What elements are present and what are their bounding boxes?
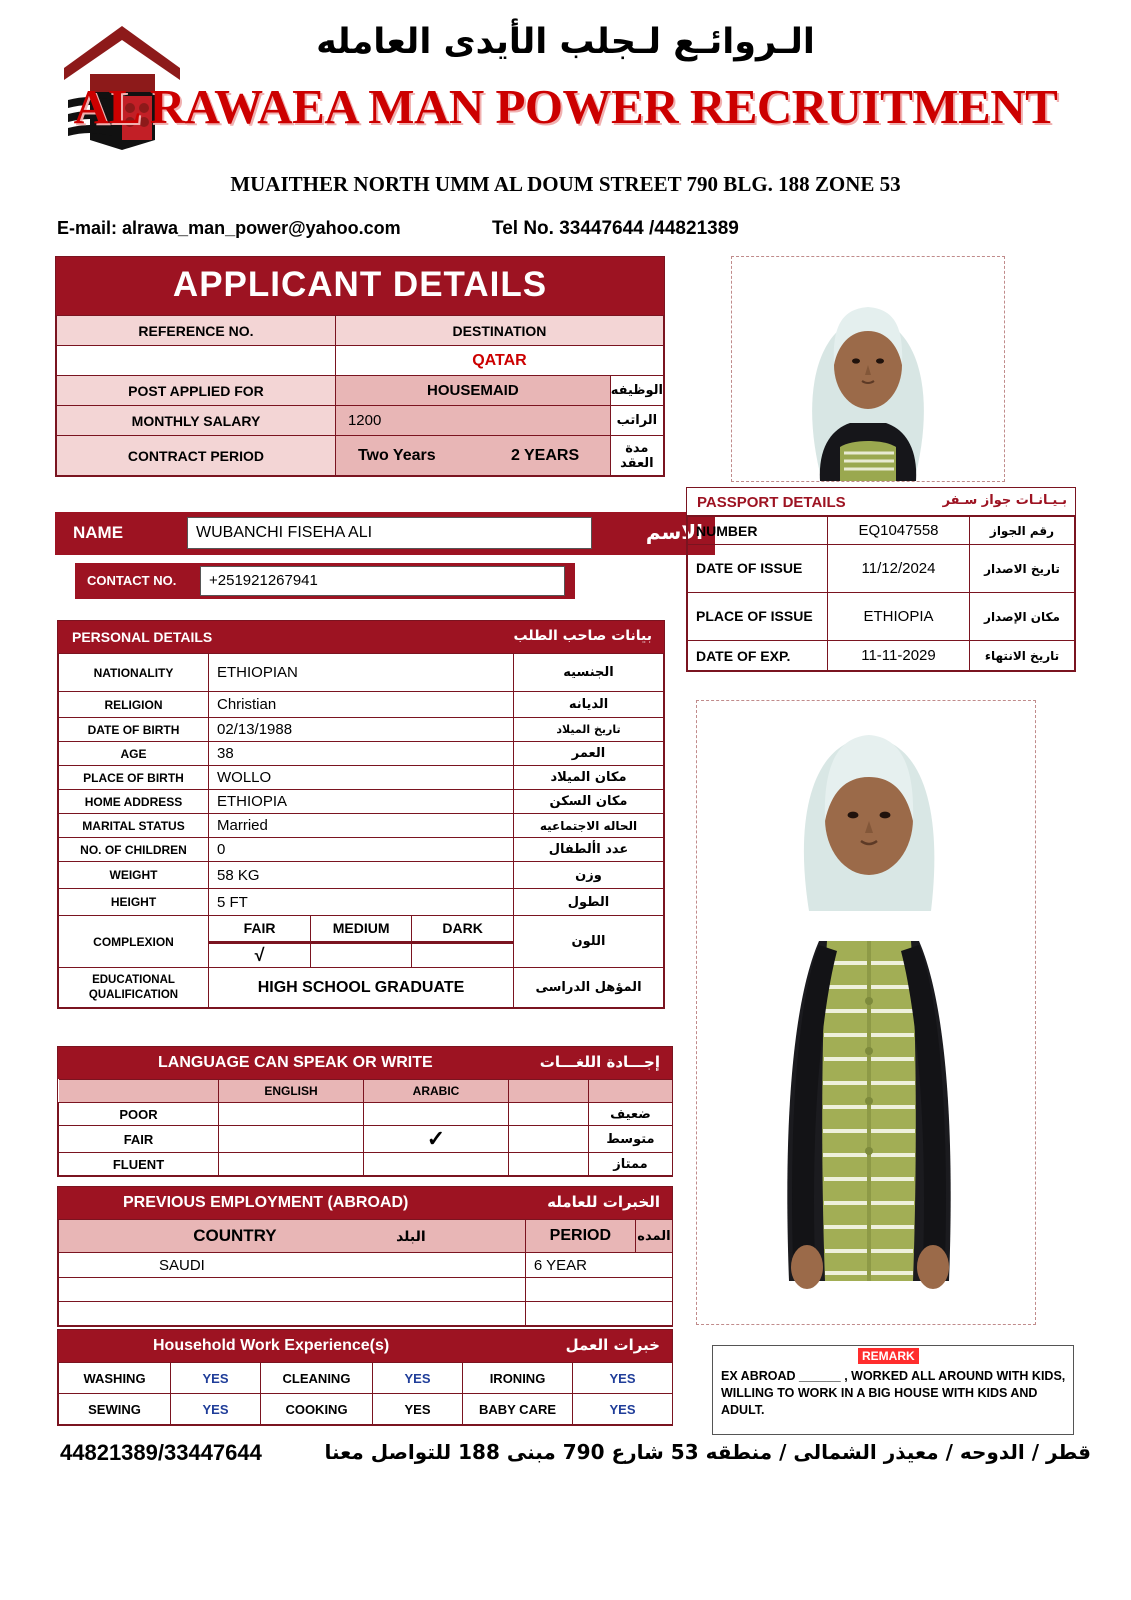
children-value[interactable]: 0 bbox=[209, 838, 514, 862]
contact-field-band bbox=[75, 563, 575, 599]
previous-employment-section bbox=[57, 1186, 673, 1327]
personal-details-title-ar: بيانات صاحب الطلب bbox=[513, 628, 652, 644]
weight-label-ar: وزن bbox=[514, 862, 664, 889]
children-label: NO. OF CHILDREN bbox=[59, 838, 209, 862]
name-label-ar: الاسم bbox=[645, 520, 703, 544]
height-label-ar: الطول bbox=[514, 889, 664, 916]
passport-expiry-value[interactable]: 11-11-2029 bbox=[828, 641, 970, 671]
language-level-fair-ar: متوسط bbox=[589, 1126, 673, 1153]
language-level-fluent: FLUENT bbox=[59, 1153, 219, 1176]
table-row bbox=[688, 593, 1075, 641]
table-row bbox=[59, 838, 664, 862]
table-row bbox=[59, 1363, 673, 1394]
marital-status-value[interactable]: Married bbox=[209, 814, 514, 838]
complexion-mark-fair[interactable]: √ bbox=[209, 943, 311, 967]
country-header: COUNTRY البلد bbox=[59, 1220, 526, 1253]
contract-period-value: Two Years bbox=[357, 447, 436, 464]
place-of-birth-label-ar: مكان الميلاد bbox=[514, 766, 664, 790]
destination-label: DESTINATION bbox=[335, 316, 663, 346]
employment-country-2[interactable] bbox=[59, 1278, 526, 1302]
table-row bbox=[59, 790, 664, 814]
table-row bbox=[688, 641, 1075, 671]
company-arabic-title: الـروائـع لـجلب الأيدى العامله bbox=[316, 22, 815, 62]
language-poor-arabic[interactable] bbox=[364, 1103, 509, 1126]
company-email: E-mail: alrawa_man_power@yahoo.com bbox=[57, 218, 401, 238]
footer-arabic-address: قطر / الدوحه / معيذر الشمالى / منطقه 53 شارع 790 مبنى 188 للتواصل معنا bbox=[324, 1440, 1091, 1464]
reference-no-label: REFERENCE NO. bbox=[57, 316, 336, 346]
table-row bbox=[57, 346, 664, 376]
language-fair-english[interactable] bbox=[219, 1126, 364, 1153]
company-address: MUAITHER NORTH UMM AL DOUM STREET 790 BLG. 188 ZONE 53 bbox=[230, 172, 901, 196]
contact-label: CONTACT NO. bbox=[87, 573, 177, 588]
previous-employment-header bbox=[58, 1187, 672, 1219]
passport-issue-date-value[interactable]: 11/12/2024 bbox=[828, 545, 970, 593]
age-label: AGE bbox=[59, 742, 209, 766]
language-column-arabic: ARABIC bbox=[364, 1080, 509, 1103]
education-value[interactable]: HIGH SCHOOL GRADUATE bbox=[209, 968, 514, 1008]
weight-label: WEIGHT bbox=[59, 862, 209, 889]
passport-number-label: NUMBER bbox=[688, 517, 828, 545]
contract-period-value-cell[interactable] bbox=[335, 436, 610, 476]
full-body-photo-image bbox=[697, 701, 1035, 1324]
place-of-birth-label: PLACE OF BIRTH bbox=[59, 766, 209, 790]
home-address-label-ar: مكان السكن bbox=[514, 790, 664, 814]
passport-number-value[interactable]: EQ1047558 bbox=[828, 517, 970, 545]
language-level-fair: FAIR bbox=[59, 1126, 219, 1153]
language-poor-extra bbox=[509, 1103, 589, 1126]
complexion-label-ar: اللون bbox=[514, 916, 664, 968]
religion-value[interactable]: Christian bbox=[209, 692, 514, 718]
passport-details-title: PASSPORT DETAILS bbox=[697, 494, 846, 511]
language-table bbox=[58, 1079, 672, 1176]
language-level-fluent-ar: ممتاز bbox=[589, 1153, 673, 1176]
table-row bbox=[57, 436, 664, 476]
table-row bbox=[59, 889, 664, 916]
household-work-title: Household Work Experience(s) bbox=[153, 1337, 390, 1354]
applicant-details-table bbox=[56, 315, 664, 476]
personal-details-header bbox=[58, 621, 664, 653]
applicant-passport-photo bbox=[731, 256, 1005, 482]
employment-period-3[interactable] bbox=[525, 1302, 672, 1326]
washing-label: WASHING bbox=[59, 1363, 171, 1394]
post-applied-value[interactable]: HOUSEMAID bbox=[335, 376, 610, 406]
date-of-birth-label-ar: تاريخ الميلاد bbox=[514, 718, 664, 742]
passport-issue-place-label-ar: مكان الإصدار bbox=[970, 593, 1075, 641]
ironing-value[interactable]: YES bbox=[573, 1363, 673, 1394]
table-row bbox=[59, 1220, 673, 1253]
home-address-value[interactable]: ETHIOPIA bbox=[209, 790, 514, 814]
height-value[interactable]: 5 FT bbox=[209, 889, 514, 916]
language-section bbox=[57, 1046, 673, 1177]
table-row bbox=[59, 1153, 673, 1176]
education-label: EDUCATIONAL QUALIFICATION bbox=[59, 968, 209, 1008]
monthly-salary-value[interactable]: 1200 bbox=[335, 406, 610, 436]
religion-label-ar: الديانه bbox=[514, 692, 664, 718]
language-fair-arabic[interactable]: ✓ bbox=[364, 1126, 509, 1153]
employment-period-1[interactable]: 6 YEAR bbox=[525, 1253, 672, 1278]
personal-details-title: PERSONAL DETAILS bbox=[72, 629, 213, 645]
passport-issue-place-value[interactable]: ETHIOPIA bbox=[828, 593, 970, 641]
previous-employment-table bbox=[58, 1219, 672, 1326]
household-work-title-ar: خبرات العمل bbox=[565, 1336, 660, 1354]
table-row bbox=[59, 692, 664, 718]
home-address-label: HOME ADDRESS bbox=[59, 790, 209, 814]
employment-country-3[interactable] bbox=[59, 1302, 526, 1326]
table-row bbox=[59, 862, 664, 889]
table-row bbox=[59, 1103, 673, 1126]
religion-label: RELIGION bbox=[59, 692, 209, 718]
table-row bbox=[59, 1278, 673, 1302]
employment-country-1[interactable]: SAUDI bbox=[59, 1253, 526, 1278]
nationality-label-ar: الجنسيه bbox=[514, 654, 664, 692]
table-row bbox=[59, 814, 664, 838]
remark-text: EX ABROAD ______ , WORKED ALL AROUND WITH KIDS, WILLING TO WORK IN A BIG HOUSE WITH KIDS AND ADULT. bbox=[721, 1369, 1066, 1417]
passport-details-header bbox=[687, 488, 1075, 516]
cleaning-value[interactable]: YES bbox=[373, 1363, 463, 1394]
date-of-birth-label: DATE OF BIRTH bbox=[59, 718, 209, 742]
previous-employment-title-ar: الخبرات للعامله bbox=[547, 1193, 660, 1211]
age-label-ar: العمر bbox=[514, 742, 664, 766]
name-field-band bbox=[55, 512, 715, 555]
table-row bbox=[57, 406, 664, 436]
passport-number-label-ar: رقم الجواز bbox=[970, 517, 1075, 545]
table-row bbox=[59, 916, 664, 943]
ironing-label: IRONING bbox=[463, 1363, 573, 1394]
table-row bbox=[59, 1302, 673, 1326]
complexion-option-fair[interactable]: FAIR bbox=[209, 916, 311, 941]
complexion-label: COMPLEXION bbox=[59, 916, 209, 968]
table-row bbox=[57, 316, 664, 346]
baby-care-value[interactable]: YES bbox=[573, 1394, 673, 1425]
complexion-mark-medium[interactable] bbox=[311, 943, 412, 967]
passport-details-table bbox=[687, 516, 1075, 671]
applicant-details-title: APPLICANT DETAILS bbox=[56, 257, 664, 315]
name-label: NAME bbox=[73, 523, 124, 542]
applicant-full-photo bbox=[696, 700, 1036, 1325]
contact-row bbox=[0, 218, 1131, 244]
baby-care-label: BABY CARE bbox=[463, 1394, 573, 1425]
nationality-label: NATIONALITY bbox=[59, 654, 209, 692]
monthly-salary-label-ar: الراتب bbox=[610, 406, 663, 436]
contract-period-label: CONTRACT PERIOD bbox=[57, 436, 336, 476]
language-fluent-english[interactable] bbox=[219, 1153, 364, 1176]
passport-photo-image bbox=[732, 257, 1004, 481]
household-work-table bbox=[58, 1362, 672, 1425]
company-telephone: Tel No. 33447644 /44821389 bbox=[492, 218, 739, 239]
passport-issue-date-label-ar: تاريخ الاصدار bbox=[970, 545, 1075, 593]
complexion-mark-dark[interactable] bbox=[412, 943, 513, 967]
cleaning-label: CLEANING bbox=[261, 1363, 373, 1394]
period-header-ar: المده bbox=[635, 1220, 672, 1253]
table-row bbox=[59, 968, 664, 1008]
contract-period-label-ar: مدة العقد bbox=[610, 436, 663, 476]
sewing-value[interactable]: YES bbox=[171, 1394, 261, 1425]
passport-expiry-label-ar: تاريخ الانتهاء bbox=[970, 641, 1075, 671]
language-level-poor-ar: ضعيف bbox=[589, 1103, 673, 1126]
passport-issue-date-label: DATE OF ISSUE bbox=[688, 545, 828, 593]
post-applied-label: POST APPLIED FOR bbox=[57, 376, 336, 406]
post-applied-label-ar: الوظيفه bbox=[610, 376, 663, 406]
table-row bbox=[59, 654, 664, 692]
complexion-option-dark[interactable]: DARK bbox=[412, 916, 513, 941]
language-poor-english[interactable] bbox=[219, 1103, 364, 1126]
passport-details-title-ar: بـيـانـات جواز سـفر bbox=[942, 493, 1067, 508]
reference-no-value[interactable] bbox=[57, 346, 336, 376]
document-footer bbox=[0, 1440, 1131, 1470]
document-header bbox=[0, 0, 1131, 212]
cooking-value[interactable]: YES bbox=[373, 1394, 463, 1425]
passport-details-section bbox=[686, 487, 1076, 672]
language-fair-extra bbox=[509, 1126, 589, 1153]
period-header: PERIOD bbox=[525, 1220, 635, 1253]
place-of-birth-value[interactable]: WOLLO bbox=[209, 766, 514, 790]
marital-status-label-ar: الحاله الاجتماعيه bbox=[514, 814, 664, 838]
language-ar-header-cell bbox=[589, 1080, 673, 1103]
language-level-poor: POOR bbox=[59, 1103, 219, 1126]
table-row bbox=[59, 1253, 673, 1278]
marital-status-label: MARITAL STATUS bbox=[59, 814, 209, 838]
children-label-ar: عدد األطفال bbox=[514, 838, 664, 862]
language-header bbox=[58, 1047, 672, 1079]
remark-tag: REMARK bbox=[858, 1348, 919, 1364]
destination-value[interactable]: QATAR bbox=[335, 346, 663, 376]
sewing-label: SEWING bbox=[59, 1394, 171, 1425]
table-row bbox=[59, 1080, 673, 1103]
table-row bbox=[59, 742, 664, 766]
table-row bbox=[57, 376, 664, 406]
cooking-label: COOKING bbox=[261, 1394, 373, 1425]
table-row bbox=[59, 718, 664, 742]
passport-expiry-label: DATE OF EXP. bbox=[688, 641, 828, 671]
company-name: AL RAWAEA MAN POWER RECRUITMENT bbox=[73, 79, 1058, 134]
contact-input[interactable]: +251921267941 bbox=[200, 566, 565, 596]
table-row bbox=[59, 1394, 673, 1425]
language-corner-cell bbox=[59, 1080, 219, 1103]
nationality-value[interactable]: ETHIOPIAN bbox=[209, 654, 514, 692]
language-fluent-arabic[interactable] bbox=[364, 1153, 509, 1176]
weight-value[interactable]: 58 KG bbox=[209, 862, 514, 889]
table-row bbox=[59, 1126, 673, 1153]
household-work-section bbox=[57, 1329, 673, 1426]
passport-issue-place-label: PLACE OF ISSUE bbox=[688, 593, 828, 641]
language-title-ar: إجـــادة اللغـــات bbox=[539, 1053, 660, 1071]
table-row bbox=[688, 517, 1075, 545]
table-row bbox=[59, 766, 664, 790]
previous-employment-title: PREVIOUS EMPLOYMENT (ABROAD) bbox=[123, 1194, 409, 1211]
monthly-salary-label: MONTHLY SALARY bbox=[57, 406, 336, 436]
employment-period-2[interactable] bbox=[525, 1278, 672, 1302]
height-label: HEIGHT bbox=[59, 889, 209, 916]
washing-value[interactable]: YES bbox=[171, 1363, 261, 1394]
education-label-ar: المؤهل الدراسى bbox=[514, 968, 664, 1008]
date-of-birth-value[interactable]: 02/13/1988 bbox=[209, 718, 514, 742]
language-title: LANGUAGE CAN SPEAK OR WRITE bbox=[158, 1054, 433, 1071]
age-value[interactable]: 38 bbox=[209, 742, 514, 766]
household-work-header bbox=[58, 1330, 672, 1362]
language-column-english: ENGLISH bbox=[219, 1080, 364, 1103]
table-row bbox=[688, 545, 1075, 593]
name-input[interactable]: WUBANCHI FISEHA ALI bbox=[187, 517, 592, 549]
personal-details-table bbox=[58, 653, 664, 1008]
personal-details-section bbox=[57, 620, 665, 1009]
language-spacer-cell bbox=[509, 1080, 589, 1103]
footer-phone-numbers: 44821389/33447644 bbox=[60, 1440, 262, 1465]
contract-period-value-alt: 2 YEARS bbox=[510, 447, 580, 464]
remark-box bbox=[712, 1345, 1074, 1435]
complexion-option-medium[interactable]: MEDIUM bbox=[311, 916, 412, 941]
applicant-details-section bbox=[55, 256, 665, 477]
language-fluent-extra bbox=[509, 1153, 589, 1176]
